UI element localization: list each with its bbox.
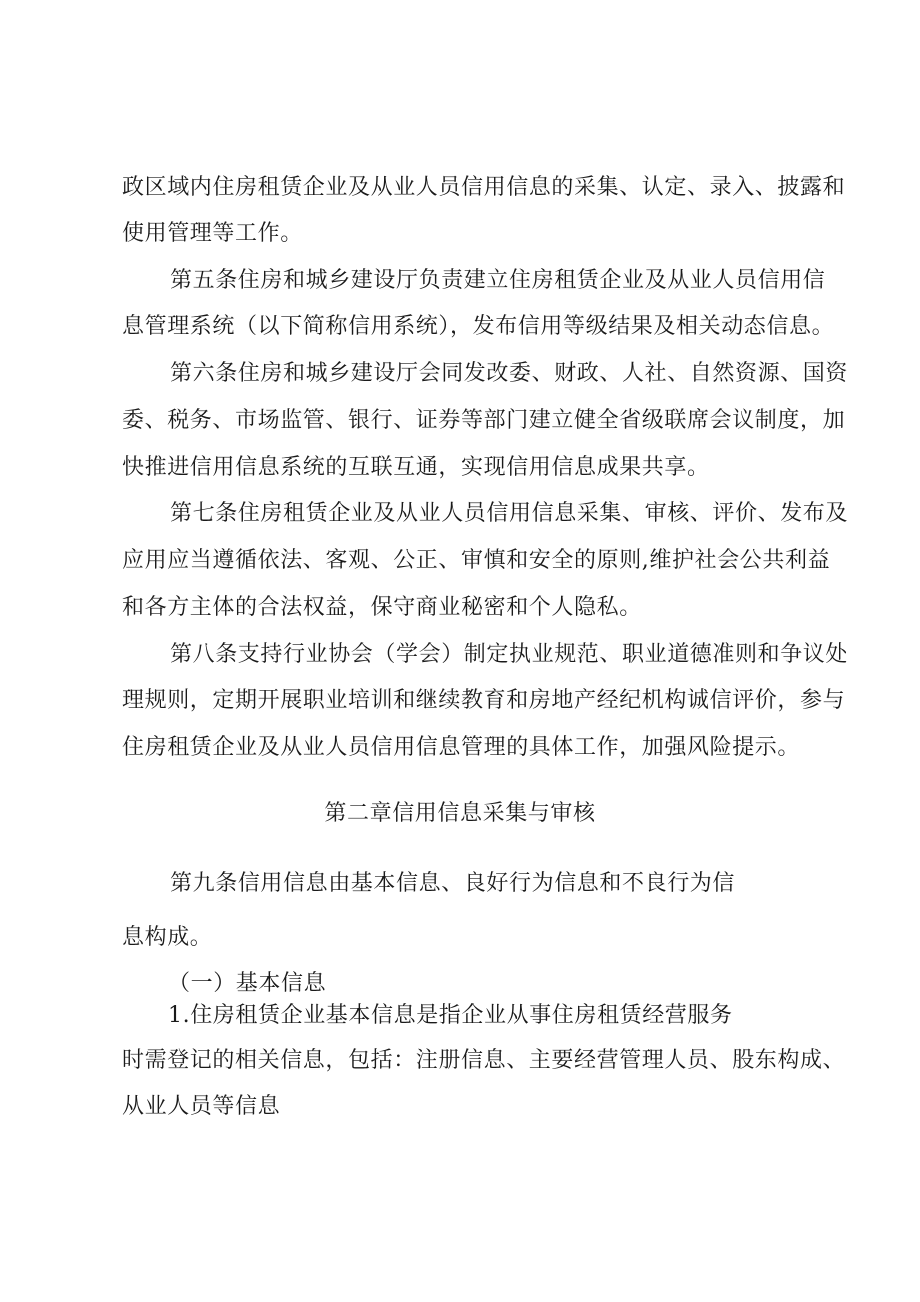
item-line: 1.住房租赁企业基本信息是指企业从事住房租赁经营服务 <box>168 1003 733 1028</box>
article-5-line: 第五条住房和城乡建设厅负责建立住房租赁企业及从业人员信用信 <box>170 268 826 293</box>
item-line: 从业人员等信息 <box>122 1094 281 1119</box>
article-7-line: 和各方主体的合法权益，保守商业秘密和个人隐私。 <box>122 595 642 620</box>
paragraph-line: 使用管理等工作。 <box>122 221 303 246</box>
article-6-line: 快推进信用信息系统的互联互通，实现信用信息成果共享。 <box>122 455 710 480</box>
article-6-line: 第六条住房和城乡建设厅会同发改委、财政、人社、自然资源、国资 <box>170 361 849 386</box>
article-8-line: 住房租赁企业及从业人员信用信息管理的具体工作，加强风险提示。 <box>122 735 801 760</box>
section-heading: （一）基本信息 <box>168 971 327 996</box>
item-line: 时需登记的相关信息，包括：注册信息、主要经营管理人员、股东构成、 <box>122 1048 846 1073</box>
article-8-line: 第八条支持行业协会（学会）制定执业规范、职业道德准则和争议处 <box>170 642 849 667</box>
chapter-heading: 第二章信用信息采集与审核 <box>324 801 596 826</box>
article-8-line: 理规则，定期开展职业培训和继续教育和房地产经纪机构诚信评价，参与 <box>122 688 846 713</box>
article-9-line: 第九条信用信息由基本信息、良好行为信息和不良行为信 <box>170 871 736 896</box>
article-7-line: 应用应当遵循依法、客观、公正、审慎和安全的原则,维护社会公共利益 <box>122 548 831 573</box>
article-5-line: 息管理系统（以下简称信用系统），发布信用等级结果及相关动态信息。 <box>122 314 835 339</box>
article-6-line: 委、税务、市场监管、银行、证券等部门建立健全省级联席会议制度，加 <box>122 408 846 433</box>
article-9-line: 息构成。 <box>122 925 213 950</box>
paragraph-line: 政区域内住房租赁企业及从业人员信用信息的采集、认定、录入、披露和 <box>122 175 846 200</box>
article-7-line: 第七条住房租赁企业及从业人员信用信息采集、审核、评价、发布及 <box>170 501 849 526</box>
